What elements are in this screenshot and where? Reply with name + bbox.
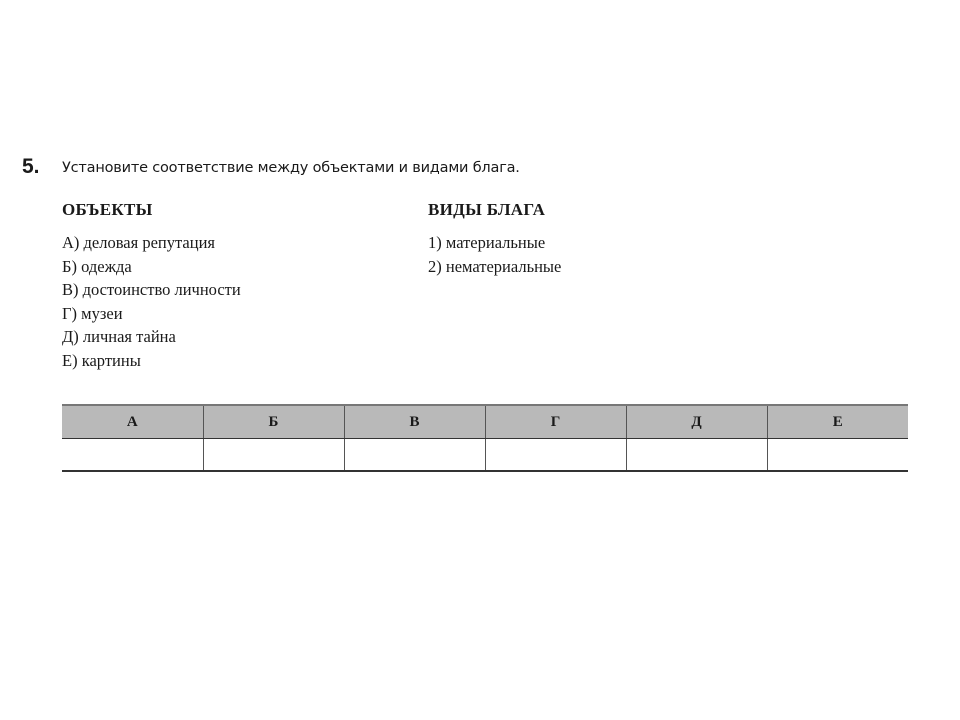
task-instruction: Установите соответствие между объектами и видами блага.	[62, 160, 520, 176]
object-item-e: Е) картины	[62, 350, 141, 370]
type-item-1: 1) материальные	[428, 233, 546, 252]
answer-table-header-row	[62, 405, 908, 439]
answer-cell-e[interactable]	[767, 439, 908, 472]
answer-header-a: А	[62, 405, 203, 439]
answer-cell-d[interactable]	[626, 439, 767, 472]
type-item-2: 2) нематериальные	[428, 256, 562, 276]
answer-header-d: Д	[626, 405, 767, 439]
answer-header-g: Г	[485, 405, 626, 439]
objects-heading: ОБЪЕКТЫ	[62, 200, 153, 219]
answer-table	[62, 404, 908, 472]
answer-cell-v[interactable]	[344, 439, 485, 472]
answer-header-b: Б	[203, 405, 344, 439]
answer-header-v: В	[344, 405, 485, 439]
object-item-v: В) достоинство личности	[62, 280, 241, 299]
types-list	[428, 231, 561, 278]
types-heading: ВИДЫ БЛАГА	[428, 200, 546, 219]
object-item-d: Д) личная тайна	[62, 327, 176, 346]
types-column	[428, 199, 561, 278]
task-number: 5.	[22, 155, 40, 178]
objects-list	[62, 231, 241, 372]
answer-header-e: Е	[767, 405, 908, 439]
objects-column	[62, 199, 241, 372]
answer-cell-a[interactable]	[62, 439, 203, 472]
answer-cell-g[interactable]	[485, 439, 626, 472]
answer-cell-b[interactable]	[203, 439, 344, 472]
answer-table-row	[62, 439, 908, 472]
object-item-a: А) деловая репутация	[62, 233, 215, 252]
object-item-g: Г) музеи	[62, 303, 123, 323]
object-item-b: Б) одежда	[62, 256, 132, 276]
